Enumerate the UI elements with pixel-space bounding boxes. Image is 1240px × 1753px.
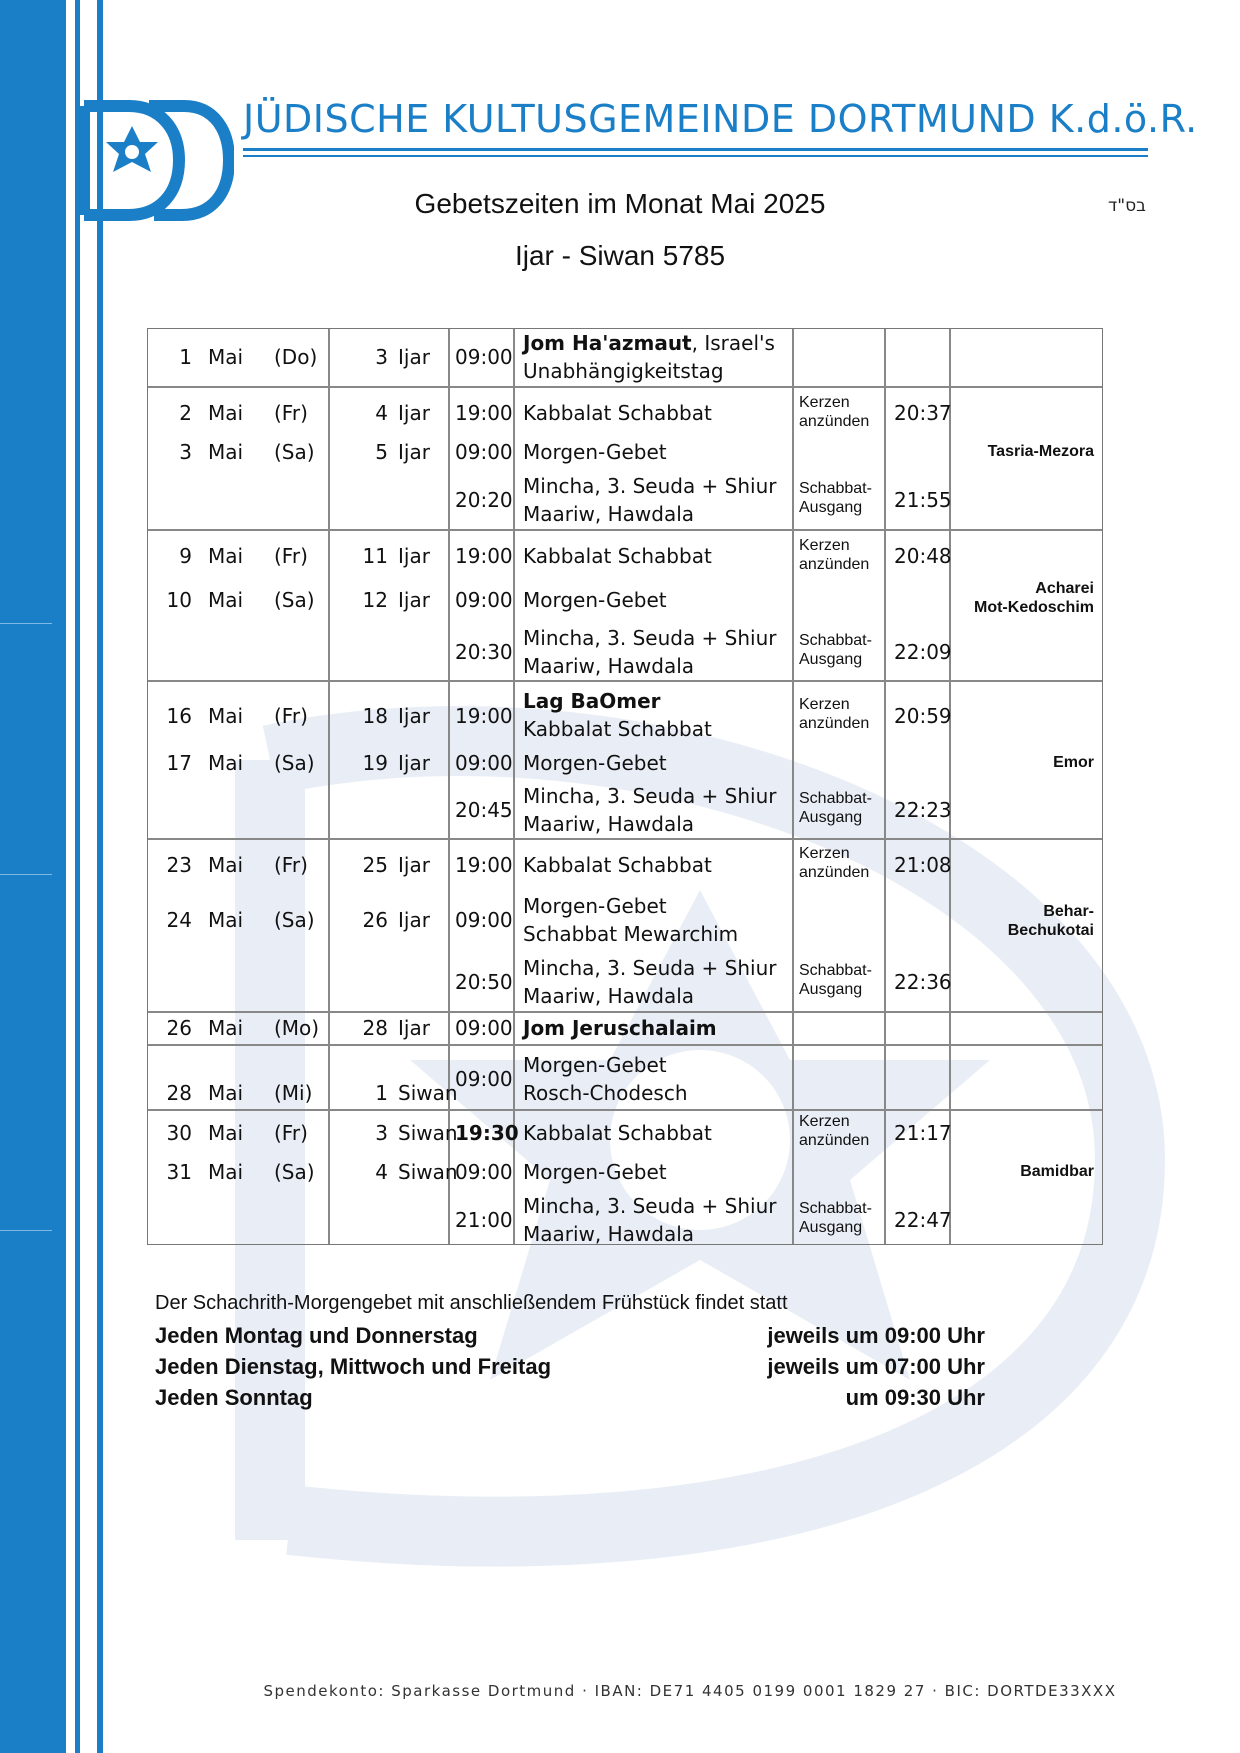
schedule-table (147, 328, 1103, 1245)
hebrew-day: 4 (375, 1160, 388, 1184)
column-divider (513, 329, 515, 1244)
weekday: (Sa) (274, 440, 315, 464)
candle-time: 21:08 (894, 853, 952, 877)
event-name-line2: Maariw, Hawdala (523, 812, 695, 836)
prayer-time: 19:00 (455, 704, 513, 728)
event-name-line2: Maariw, Hawdala (523, 1222, 695, 1246)
prayer-time: 20:45 (455, 798, 513, 822)
prayer-time: 09:00 (455, 345, 513, 369)
event-text: , Israel's (691, 331, 775, 355)
date-day: 26 (166, 1016, 192, 1040)
schedule-time: jeweils um 07:00 Uhr (767, 1354, 985, 1379)
page-title: Gebetszeiten im Monat Mai 2025 (414, 188, 826, 219)
parasha-name: Tasria-Mezora (987, 443, 1094, 460)
event-name: Mincha, 3. Seuda + Shiur (523, 956, 777, 980)
candle-time: 22:09 (894, 640, 952, 664)
prayer-time: 09:00 (455, 1016, 513, 1040)
prayer-time: 20:20 (455, 488, 513, 512)
candle-label: Schabbat-Ausgang (799, 632, 872, 668)
event-highlight: Jom Jeruschalaim (523, 1016, 717, 1040)
hebrew-day: 12 (362, 588, 388, 612)
parasha-name: Bamidbar (1020, 1163, 1094, 1180)
event-highlight: Lag BaOmer (523, 689, 661, 713)
candle-label: Kerzen anzünden (799, 696, 870, 732)
hebrew-day: 19 (362, 751, 388, 775)
date-day: 30 (166, 1121, 192, 1145)
prayer-time: 21:00 (455, 1208, 513, 1232)
row-divider (148, 1109, 1102, 1111)
hebrew-day: 4 (375, 401, 388, 425)
candle-label: Schabbat-Ausgang (799, 962, 872, 998)
prayer-time: 19:00 (455, 544, 513, 568)
candle-label: Schabbat-Ausgang (799, 1200, 872, 1236)
date-month: Mai (208, 908, 244, 932)
event-name: Morgen-Gebet (523, 894, 667, 918)
prayer-time: 09:00 (455, 908, 513, 932)
candle-label: Kerzen anzünden (799, 394, 870, 430)
hebrew-month: Siwan (398, 1121, 458, 1145)
weekday: (Mi) (274, 1081, 313, 1105)
row-divider (148, 386, 1102, 388)
event-name: Kabbalat Schabbat (523, 853, 712, 877)
row-divider (148, 838, 1102, 840)
date-day: 28 (166, 1081, 192, 1105)
date-month: Mai (208, 1160, 244, 1184)
hebrew-day: 25 (362, 853, 388, 877)
candle-time: 22:47 (894, 1208, 952, 1232)
event-name: Kabbalat Schabbat (523, 401, 712, 425)
event-name-line2: Kabbalat Schabbat (523, 717, 712, 741)
candle-label: Kerzen anzünden (799, 537, 870, 573)
hebrew-day: 26 (362, 908, 388, 932)
hebrew-month: Ijar (398, 544, 430, 568)
bsd-mark: בס"ד (1108, 196, 1146, 216)
event-name: Morgen-Gebet (523, 440, 667, 464)
hebrew-day: 5 (375, 440, 388, 464)
band-tick (0, 1230, 52, 1231)
event-name-line2: Maariw, Hawdala (523, 654, 695, 678)
candle-time: 21:17 (894, 1121, 952, 1145)
candle-label: Kerzen anzünden (799, 1113, 870, 1149)
event-name: Mincha, 3. Seuda + Shiur (523, 626, 777, 650)
hebrew-month: Ijar (398, 588, 430, 612)
schedule-days: Jeden Dienstag, Mittwoch und Freitag (155, 1354, 552, 1379)
header-rule (243, 155, 1148, 157)
column-divider (949, 329, 951, 1244)
event-name: Morgen-Gebet (523, 1160, 667, 1184)
prayer-time: 20:30 (455, 640, 513, 664)
prayer-time: 09:00 (455, 751, 513, 775)
event-name: Kabbalat Schabbat (523, 544, 712, 568)
morning-prayer-intro: Der Schachrith-Morgengebet mit anschließendem Frühstück findet statt (155, 1292, 788, 1314)
band-tick (0, 874, 52, 875)
prayer-time: 20:50 (455, 970, 513, 994)
hebrew-day: 28 (362, 1016, 388, 1040)
event-name: Kabbalat Schabbat (523, 1121, 712, 1145)
candle-label: Kerzen anzünden (799, 845, 870, 881)
hebrew-month: Siwan (398, 1081, 458, 1105)
hebrew-month: Ijar (398, 345, 430, 369)
parasha-name-line2: Bechukotai (1007, 922, 1094, 939)
hebrew-day: 3 (375, 1121, 388, 1145)
organization-name: JÜDISCHE KULTUSGEMEINDE DORTMUND K.d.ö.R. (243, 97, 1198, 141)
date-month: Mai (208, 751, 244, 775)
donation-account-footer: Spendekonto: Sparkasse Dortmund · IBAN: DE71 4405 0199 0001 1829 27 · BIC: DORTDE33XXX (263, 1682, 1117, 1700)
weekday: (Do) (274, 345, 318, 369)
date-day: 31 (166, 1160, 192, 1184)
weekday: (Fr) (274, 544, 308, 568)
candle-time: 22:23 (894, 798, 952, 822)
column-divider (884, 329, 886, 1244)
hebrew-month: Ijar (398, 908, 430, 932)
prayer-time: 09:00 (455, 440, 513, 464)
candle-label: Schabbat-Ausgang (799, 480, 872, 516)
parasha-name: Emor (1053, 754, 1094, 771)
hebrew-month: Ijar (398, 853, 430, 877)
event-name: Morgen-Gebet (523, 751, 667, 775)
row-divider (148, 1044, 1102, 1046)
candle-time: 22:36 (894, 970, 952, 994)
hebrew-day: 1 (375, 1081, 388, 1105)
hebrew-month: Ijar (398, 751, 430, 775)
event-highlight: Jom Ha'azmaut (523, 331, 692, 355)
prayer-time: 09:00 (455, 588, 513, 612)
prayer-time: 19:00 (455, 401, 513, 425)
hebrew-month: Ijar (398, 1016, 430, 1040)
date-month: Mai (208, 544, 244, 568)
parasha-name-line2: Mot-Kedoschim (974, 599, 1094, 616)
date-month: Mai (208, 440, 244, 464)
candle-time: 20:37 (894, 401, 952, 425)
schedule-days: Jeden Sonntag (155, 1385, 313, 1410)
hebrew-month: Ijar (398, 704, 430, 728)
weekday: (Sa) (274, 751, 315, 775)
band-tick (0, 623, 52, 624)
prayer-time: 09:00 (455, 1067, 513, 1091)
date-day: 2 (179, 401, 192, 425)
weekday: (Fr) (274, 853, 308, 877)
event-name: Morgen-Gebet (523, 1053, 667, 1077)
weekday: (Sa) (274, 588, 315, 612)
schedule-days: Jeden Montag und Donnerstag (155, 1323, 478, 1348)
weekday: (Mo) (274, 1016, 320, 1040)
date-month: Mai (208, 1016, 244, 1040)
event-name-line2: Maariw, Hawdala (523, 502, 695, 526)
date-day: 3 (179, 440, 192, 464)
date-day: 23 (166, 853, 192, 877)
hebrew-day: 3 (375, 345, 388, 369)
row-divider (148, 529, 1102, 531)
row-divider (148, 680, 1102, 682)
candle-time: 20:59 (894, 704, 952, 728)
date-day: 9 (179, 544, 192, 568)
prayer-time: 19:30 (455, 1121, 519, 1145)
candle-label: Schabbat-Ausgang (799, 790, 872, 826)
prayer-time: 19:00 (455, 853, 513, 877)
page-subtitle: Ijar - Siwan 5785 (514, 240, 726, 271)
date-month: Mai (208, 1121, 244, 1145)
date-month: Mai (208, 588, 244, 612)
header-rule (243, 148, 1148, 151)
event-name-line2: Schabbat Mewarchim (523, 922, 739, 946)
event-name-line2: Rosch-Chodesch (523, 1081, 688, 1105)
weekday: (Fr) (274, 1121, 308, 1145)
date-month: Mai (208, 704, 244, 728)
date-day: 1 (179, 345, 192, 369)
date-day: 10 (166, 588, 192, 612)
date-month: Mai (208, 1081, 244, 1105)
date-day: 24 (166, 908, 192, 932)
weekday: (Fr) (274, 401, 308, 425)
event-name (523, 329, 775, 357)
hebrew-day: 18 (362, 704, 388, 728)
weekday: (Sa) (274, 1160, 315, 1184)
event-name: Mincha, 3. Seuda + Shiur (523, 1194, 777, 1218)
parasha-name: Acharei (1035, 580, 1094, 597)
event-name: Morgen-Gebet (523, 588, 667, 612)
hebrew-day: 11 (362, 544, 388, 568)
date-day: 17 (166, 751, 192, 775)
hebrew-month: Ijar (398, 440, 430, 464)
schedule-time: jeweils um 09:00 Uhr (767, 1323, 985, 1348)
parasha-name: Behar- (1043, 903, 1094, 920)
prayer-time: 09:00 (455, 1160, 513, 1184)
event-name-line2: Maariw, Hawdala (523, 984, 695, 1008)
date-day: 16 (166, 704, 192, 728)
column-divider (792, 329, 794, 1244)
hebrew-month: Ijar (398, 401, 430, 425)
date-month: Mai (208, 345, 244, 369)
event-name: Mincha, 3. Seuda + Shiur (523, 474, 777, 498)
event-name-line2: Unabhängigkeitstag (523, 359, 724, 383)
event-name: Mincha, 3. Seuda + Shiur (523, 784, 777, 808)
candle-time: 21:55 (894, 488, 952, 512)
row-divider (148, 1011, 1102, 1013)
weekday: (Sa) (274, 908, 315, 932)
candle-time: 20:48 (894, 544, 952, 568)
date-month: Mai (208, 401, 244, 425)
hebrew-month: Siwan (398, 1160, 458, 1184)
weekday: (Fr) (274, 704, 308, 728)
date-month: Mai (208, 853, 244, 877)
schedule-time: um 09:30 Uhr (845, 1385, 985, 1410)
